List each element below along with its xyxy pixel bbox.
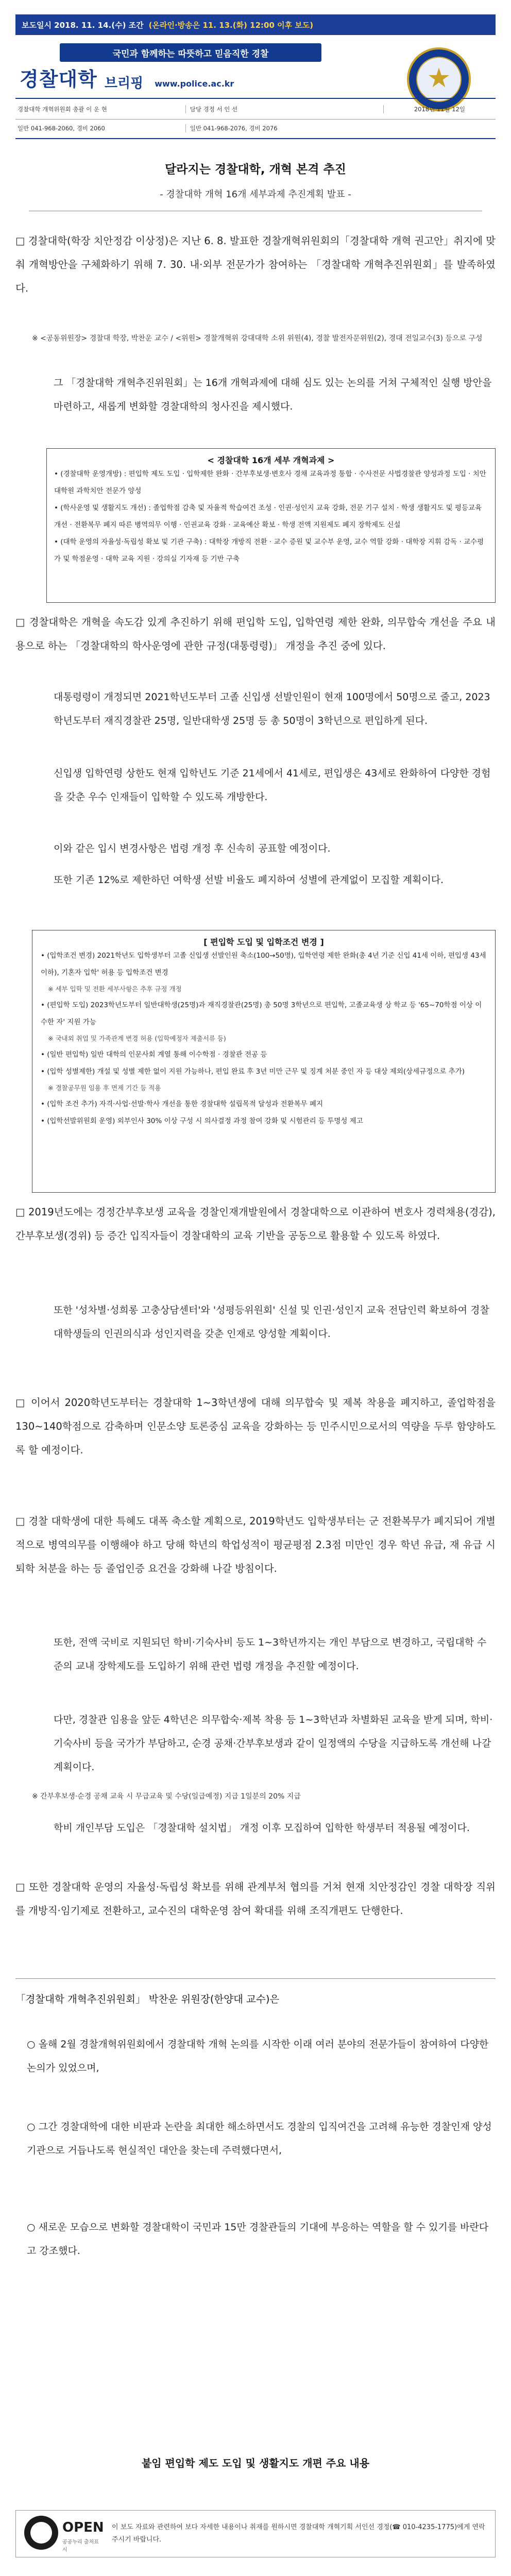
reform-tasks-box: [46, 448, 496, 603]
box-title: [ 편입학 도입 및 입학조건 변경 ]: [203, 937, 324, 947]
box-line: • (입학선발위원회 운영) 외부인사 30% 이상 구성 시 의사결정 과정 참여 강화 및 시험관리 등 투명성 제고: [41, 1117, 363, 1125]
open-license-logo-icon: [24, 2516, 104, 2553]
box-line: • (입학조건 변경) 2021학년도 입학생부터 고졸 신입생 선발인원 축소(100→50명), 입학연령 제한 완화(총 4년 기준 신입 41세 이하, 편입생 43세 이하), 기혼자 입학' 허용 등 입학조건 변경: [41, 952, 486, 977]
embargo-bar: [15, 14, 496, 35]
dash-item: 이와 같은 입시 변경사항은 법령 개정 후 신속히 공표할 예정이다.: [54, 843, 331, 854]
title-block: [15, 155, 496, 211]
contact-cell: 2018년 11월 12일: [383, 105, 496, 113]
admission-change-box: [32, 930, 496, 1193]
embargo-label: 보도일시 2018. 11. 14.(수) 조간: [22, 20, 144, 30]
body-paragraph: □ 이어서 2020학년도부터는 경찰대학 1~3학년생에 대해 의무합숙 및 제복 착용을 폐지하고, 졸업학점을 130~140학점으로 감축하며 인문소양 토론중심 교육을 강화하는 등 민주시민으로서의 역량을 두루 함양하도록 할 예정이다.: [15, 1397, 496, 1456]
website-link[interactable]: www.police.ac.kr: [155, 79, 234, 89]
body-paragraph: □ 또한 경찰대학 운영의 자율성·독립성 확보를 위해 관계부처 협의를 거쳐 현재 치안정감인 경찰 대학장 직위를 개방직·임기제로 전환하고, 교수진의 대학운영 참여 확대를 위해 조직개편도 단행한다.: [15, 1881, 496, 1917]
box-line: • (편입학 도입) 2023학년도부터 일반대학생(25명)과 재직경찰관(25명) 총 50명 3학년으로 편입학, 고졸교육생 상 학교 등 '65~70학점 이상 이수한 자' 지원 가능: [41, 1001, 482, 1026]
note-text: ※ 간부후보생·순경 공채 교육 시 무급교육 및 수당(일급예정) 지급 1일분의 20% 지급: [32, 1792, 301, 1801]
slogan-banner: 국민과 함께하는 따뜻하고 믿음직한 경찰: [60, 43, 321, 62]
box-line: • (입학 성별제한) 개설 및 성별 제한 없이 지원 가능하나, 편입 완료 후 3년 미만 근무 및 징계 처분 중인 자 등 대상 제외(상세규정으로 추가): [41, 1067, 465, 1076]
circle-item: ○ 그간 경찰대학에 대한 비판과 논란을 최대한 해소하면서도 경찰의 입직여건을 고려해 유능한 경찰인재 양성 기관으로 거듭나도록 현실적인 대안을 찾는데 주력했다면서,: [27, 2121, 492, 2156]
box-note: ※ 국내외 취업 및 가족관계 변경 허용 (입학예정자 제출서류 등): [48, 1035, 226, 1042]
page-title: 달라지는 경찰대학, 개혁 본격 추진: [165, 163, 346, 176]
doc-type: 브리핑: [104, 76, 144, 91]
embargo-note: (온라인·방송은 11. 13.(화) 12:00 이후 보도): [148, 20, 314, 30]
agency-name: 경찰대학: [20, 67, 97, 91]
page-subtitle: - 경찰대학 개혁 16개 세부과제 추진계획 발표 -: [160, 189, 351, 200]
box-title: < 경찰대학 16개 세부 개혁과제 >: [207, 455, 335, 465]
circle-item: ○ 올해 2월 경찰개혁위원회에서 경찰대학 개혁 논의를 시작한 이래 여러 분야의 전문가들이 참여하여 다양한 논의가 있었으며,: [27, 2039, 489, 2074]
police-emblem-icon: ★: [407, 47, 471, 111]
contact-cell: 담당 경정 서 인 선: [185, 105, 383, 113]
contact-cell: 일반 041-968-2060, 경비 2060: [18, 124, 105, 132]
contact-table: [15, 98, 496, 138]
body-paragraph: □ 경찰대학(학장 치안정감 이상정)은 지난 6. 8. 발표한 경찰개혁위원회의「경찰대학 개혁 권고안」취지에 맞춰 개혁방안을 구체화하기 위해 7. 30. 내·외부 전문가가 참여하는 「경찰대학 개혁추진위원회」를 발족하였다.: [15, 235, 496, 294]
body-paragraph: □ 2019년도에는 경정간부후보생 교육을 경찰인재개발원에서 경찰대학으로 이관하여 변호사 경력채용(경감), 간부후보생(경위) 등 증간 입직자들이 경찰대학의 교육 기반을 공동으로 활용할 수 있도록 하였다.: [15, 1206, 496, 1242]
dash-item: 또한, 전액 국비로 지원되던 학비·기숙사비 등도 1~3학년까지는 개인 부담으로 변경하고, 국립대학 수준의 교내 장학제도를 도입하기 위해 관련 법령 개정을 추진할 예정이다.: [54, 1637, 487, 1672]
open-license-note: 이 보도 자료와 관련하여 보다 자세한 내용이나 취재를 원하시면 경찰대학 개혁기획 서인선 경정(☎ 010-4235-1775)에게 연락주시기 바랍니다.: [112, 2523, 485, 2544]
dash-item: 또한 기존 12%로 제한하던 여학생 선발 비율도 폐지하여 성별에 관계없이 모집할 계획이다.: [54, 874, 444, 886]
contact-row: [15, 118, 496, 139]
dash-item: 대통령령이 개정되면 2021학년도부터 고졸 신입생 선발인원이 현재 100명에서 50명으로 줄고, 2023학년도부터 재직경찰관 25명, 일반대학생 25명 등 총 50명이 3학년으로 편입하게 된다.: [54, 691, 490, 726]
open-license-box: [15, 2510, 496, 2557]
body-paragraph: □ 경찰대학은 개혁을 속도감 있게 추진하기 위해 편입학 도입, 입학연령 제한 완화, 의무합숙 개선을 주요 내용으로 하는 「경찰대학의 학사운영에 관한 규정(대통령령)」 개정을 추진 중에 있다.: [15, 616, 496, 652]
dash-item: 그 「경찰대학 개혁추진위원회」는 16개 개혁과제에 대해 심도 있는 논의를 거쳐 구체적인 실행 방안을 마련하고, 새롭게 변화할 경찰대학의 청사진을 제시했다.: [54, 377, 492, 412]
box-line: • (대학 운영의 자율성·독립성 확보 및 기관 구축) : 대학장 개방직 전환 · 교수 증원 및 교수부 운영, 교수 역할 강화 · 대학장 지휘 감독 · 교수평가 및 학점운영 · 대학 교육 지원 · 강의실 기자재 등 기반 구축: [54, 538, 484, 563]
dash-item: 또한 '성차별·성희롱 고충상담센터'와 '성평등위원회' 신설 및 인권·성인지 교육 전담인력 확보하여 경찰 대학생들의 인권의식과 성인지력을 갖춘 인재로 양성할 계획이다.: [54, 1304, 489, 1340]
dash-item: 학비 개인부담 도입은 「경찰대학 설치법」 개정 이후 모집하여 입학한 학생부터 적용될 예정이다.: [54, 1822, 470, 1834]
box-line: • (일반 편입학) 일반 대학의 인문사회 계열 통해 이수학점 · 경찰관 전공 등: [41, 1050, 267, 1059]
dash-item: 신입생 입학연령 상한도 현재 입학년도 기준 21세에서 41세로, 편입생은 43세로 완화하여 다양한 경험을 갖춘 우수 인재들이 입학할 수 있도록 개방한다.: [54, 768, 491, 803]
dash-item: 다만, 경찰관 임용을 앞둔 4학년은 의무합숙·제복 착용 등 1~3학년과 차별화된 교육을 받게 되며, 학비·기숙사비 등을 국가가 부담하고, 순경 공채·간부후보생과 같이 일정액의 수당을 지급하도록 개선해 나갈 계획이다.: [54, 1714, 493, 1773]
body-paragraph: □ 경찰 대학생에 대한 특혜도 대폭 축소할 계획으로, 2019학년도 입학생부터는 군 전환복무가 폐지되어 개별적으로 병역의무를 이행해야 하고 당해 학년의 학업성적이 평균평점 2.3점 미만인 경우 학년 유급, 재 유급 시 퇴학 처분을 하는 등 졸업인증 요건을 강화해 나갈 방침이다.: [15, 1515, 496, 1574]
box-note: ※ 세부 입학 및 전환 세부사항은 추후 규정 개정: [48, 985, 182, 993]
contact-row: [15, 98, 496, 120]
section-heading-text: 「경찰대학 개혁추진위원회」 박찬운 위원장(한양대 교수)은: [15, 1993, 280, 2005]
note-text: ※ <공동위원장> 경찰대 학장, 박찬운 교수 / <위원> 경찰개혁위 강대대학 소위 위원(4), 경찰 발전자문위원(2), 경대 전일교수(3) 등으로 구성: [32, 334, 483, 343]
contact-cell: 일반 041-968-2076, 경비 2076: [185, 124, 383, 132]
box-line: • (경찰대학 운영개방) : 편입학 제도 도입 · 입학제한 완화 · 간부후보생·변호사 경채 교육과정 통합 · 수사전문 사법경찰관 양성과정 도입 · 치안대학원 과학치안 전문가 양성: [54, 470, 486, 495]
open-logo-tag: 공공누리 출처표시: [62, 2539, 99, 2553]
box-note: ※ 경찰공무원 임용 후 면제 기간 등 적용: [48, 1084, 161, 1092]
brand-block: [20, 67, 390, 92]
box-line: • (입학 조건 추가) 자격·사업·선발·학사 개선을 통한 경찰대학 설립목적 달성과 전환복무 폐지: [41, 1100, 323, 1108]
box-line: • (학사운영 및 생활지도 개선) : 졸업학점 감축 및 자율적 학습여건 조성 · 인권·성인지 교육 강화, 전문 기구 설치 · 학생 생활지도 및 평등교육 개선 · 전환복무 폐지 따른 병역의무 이행 · 인권교육 강화 · 교육예산 확보 · 학생 전액 지원제도 폐지 장학제도 신설: [54, 504, 482, 529]
contact-cell: 경찰대학 개혁위원회 총괄 이 운 현: [18, 105, 107, 113]
section-heading: [15, 1978, 496, 2006]
attachment-note: 붙임 편입학 제도 도입 및 생활지도 개편 주요 내용: [141, 2457, 370, 2469]
section-divider: [15, 1978, 496, 1979]
circle-item: ○ 새로운 모습으로 변화할 경찰대학이 국민과 15만 경찰관들의 기대에 부응하는 역할을 할 수 있기를 바란다고 강조했다.: [27, 2222, 489, 2257]
open-logo-text: OPEN: [62, 2520, 104, 2535]
